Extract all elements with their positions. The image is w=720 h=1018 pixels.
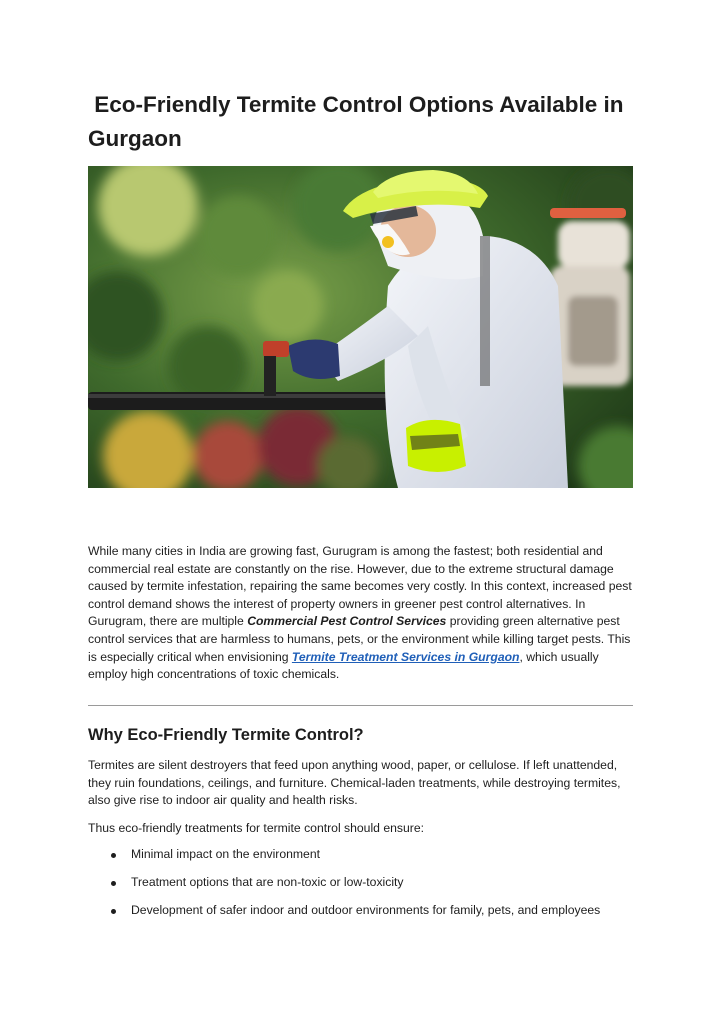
termite-treatment-link[interactable]: Termite Treatment Services in Gurgaon <box>291 649 520 664</box>
list-item <box>88 902 648 930</box>
commercial-services-emphasis: Commercial Pest Control Services <box>247 614 447 629</box>
list-item-text: Minimal impact on the environment <box>131 847 320 861</box>
section-heading: Why Eco-Friendly Termite Control? <box>88 726 364 744</box>
intro-text-2: providing green alternative pest control services that are harmless to humans, pets, or the environment while killing target pests. This is especially critical when envisioning <box>88 614 631 664</box>
benefits-list <box>88 846 648 930</box>
pest-control-worker-illustration <box>88 166 633 488</box>
page-title: Eco-Friendly Termite Control Options Available in Gurgaon <box>88 92 630 151</box>
bullet-icon <box>111 909 116 914</box>
intro-paragraph <box>88 543 636 684</box>
termites-paragraph: Termites are silent destroyers that feed upon anything wood, paper, or cellulose. If left unattended, they ruin foundations, ceilings, and furniture. Chemical-laden treatments, while destroying termites, also give rise to indoor air quality and health risks. <box>88 758 621 808</box>
list-item <box>88 874 648 902</box>
list-item <box>88 846 648 874</box>
ensure-paragraph: Thus eco-friendly treatments for termite control should ensure: <box>88 821 424 835</box>
list-item-text: Treatment options that are non-toxic or low-toxicity <box>131 875 404 889</box>
list-item-text: Development of safer indoor and outdoor environments for family, pets, and employees <box>131 903 601 917</box>
hero-image <box>88 166 633 488</box>
intro-text-1: While many cities in India are growing fast, Gurugram is among the fastest; both residential and commercial real estate are constantly on the rise. However, due to the extreme structural damage caused by termite infestation, repairing the same becomes very costly. In this context, increased pest control demand shows the interest of property owners in greener pest control alternatives. In Gurugram, there are multiple <box>88 544 632 629</box>
bullet-icon <box>111 881 116 886</box>
bullet-icon <box>111 853 116 858</box>
intro-text-3: , which usually employ high concentrations of toxic chemicals. <box>88 649 599 682</box>
horizontal-divider <box>88 705 633 706</box>
